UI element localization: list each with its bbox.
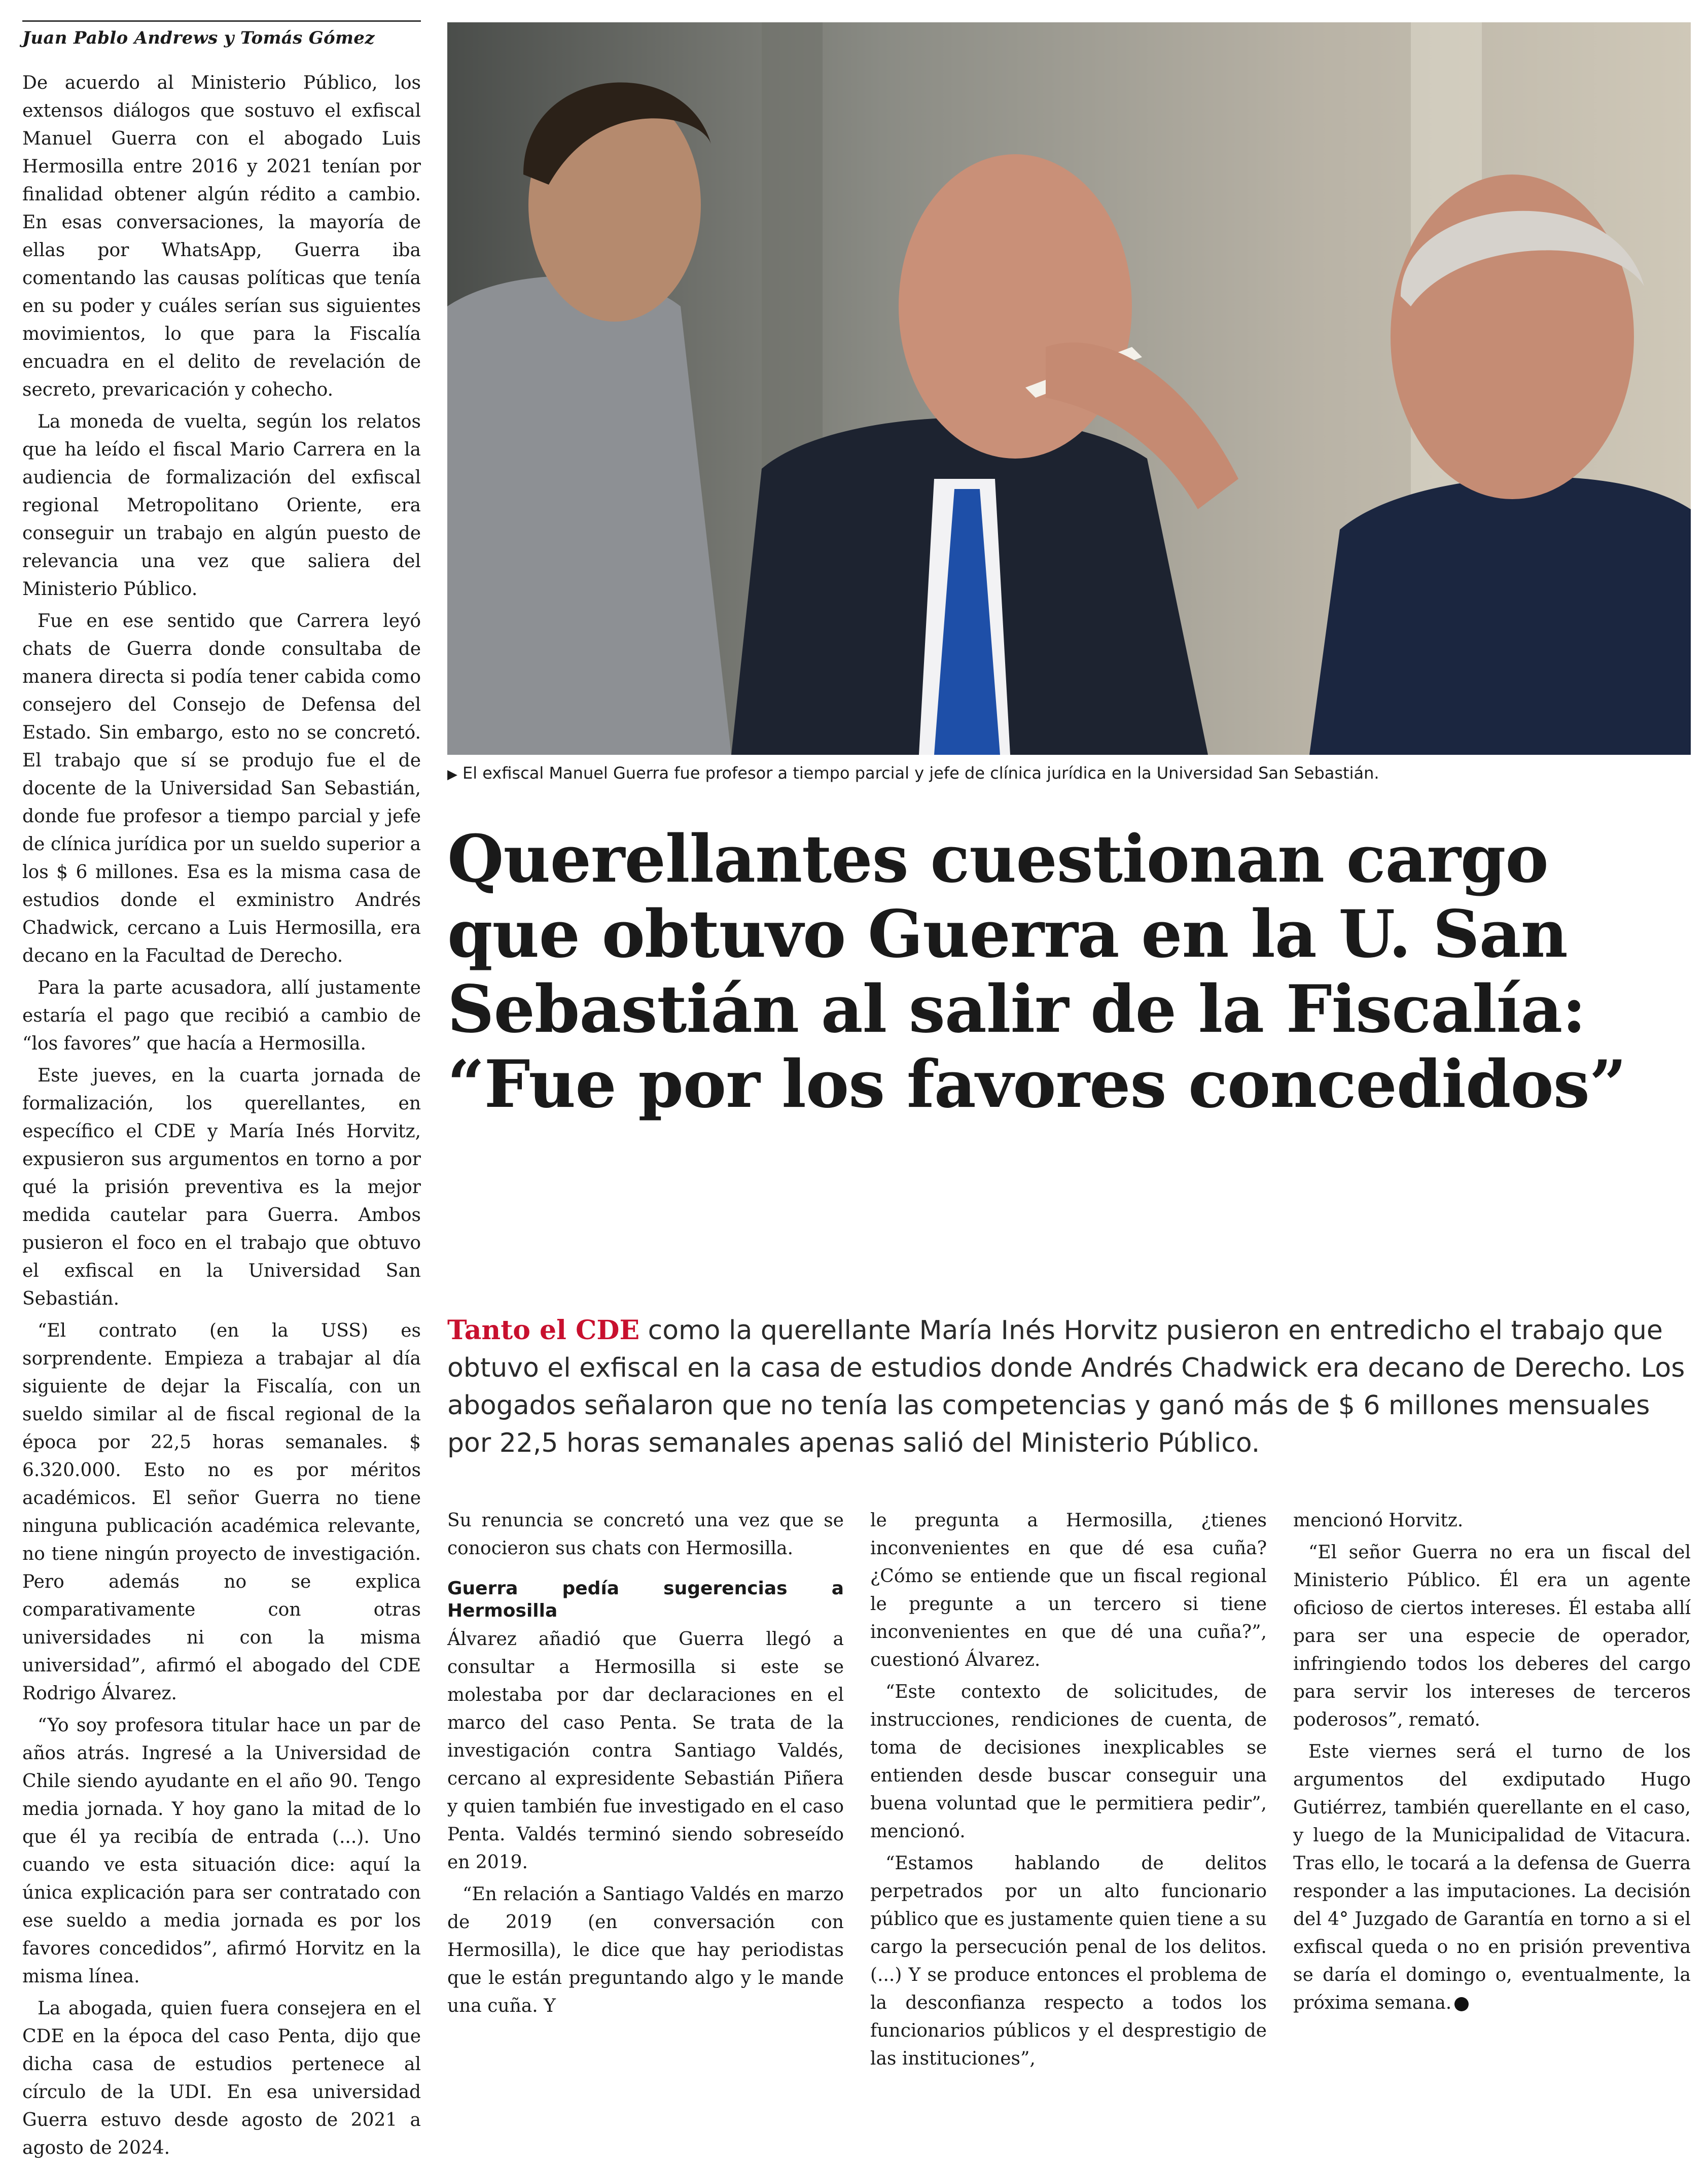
paragraph: “Yo soy profesora titular hace un par de años atrás. Ingresé a la Universidad de Chile siendo ayudante en el año 90. Tengo media jornada. Y hoy gano la mitad de lo que él ya recibía de entrada (...). Uno cuando ve esta situación dice: aquí la única explicación para ser contratado con ese sueldo a media jornada es por los favores concedidos”, afirmó Horvitz en la misma línea.: [22, 1715, 421, 1987]
lead-kicker: Tanto el CDE: [447, 1315, 640, 1346]
triangle-bullet-icon: ▶: [447, 767, 457, 782]
paragraph: “El contrato (en la USS) es sorprendente. Empieza a trabajar al día siguiente de dejar la Fiscalía, con un sueldo similar al de fiscal regional de la época por 22,5 horas semanales. $ 6.320.000. Esto no es por méritos académicos. El señor Guerra no tiene ninguna publicación académica relevante, no tiene ningún proyecto de investigación. Pero además no se explica comparativamente con otras universidades ni con la misma universidad”, afirmó el abogado del CDE Rodrigo Álvarez.: [22, 1320, 421, 1704]
paragraph: Fue en ese sentido que Carrera leyó chats de Guerra donde consultaba de manera directa si podía tener cabida como consejero del Consejo de Defensa del Estado. Sin embargo, esto no se concretó. El trabajo que sí se produjo fue el de docente de la Universidad San Sebastián, donde fue profesor a tiempo parcial y jefe de clínica jurídica por un sueldo superior a los $ 6 millones. Esa es la misma casa de estudios donde el exministro Andrés Chadwick, cercano a Luis Hermosilla, era decano en la Facultad de Derecho.: [22, 611, 421, 966]
left-column: [22, 69, 421, 2166]
paragraph-text: Este viernes será el turno de los argumentos del exdiputado Hugo Gutiérrez, también querellante en el caso, y luego de la Municipalidad de Vitacura. Tras ello, le tocará a la defensa de Guerra responder a las imputaciones. La decisión del 4° Juzgado de Garantía en torno a si el exfiscal queda o no en prisión preventiva se daría el domingo o, eventualmente, la próxima semana.: [1293, 1741, 1691, 2013]
paragraph: le pregunta a Hermosilla, ¿tienes inconvenientes en que dé esa cuña? ¿Cómo se entiende que un fiscal regional le pregunte a un tercero si tiene inconvenientes en que dé una cuña?”, cuestionó Álvarez.: [870, 1510, 1267, 1670]
paragraph: “Estamos hablando de delitos perpetrados por un alto funcionario público que es justamente quien tiene a su cargo la persecución penal de los delitos. (...) Y se produce entonces el problema de la desconfianza respecto a todos los funcionarios públicos y el desprestigio de las instituciones”,: [870, 1853, 1267, 2069]
paragraph: De acuerdo al Ministerio Público, los extensos diálogos que sostuvo el exfiscal Manuel Guerra con el abogado Luis Hermosilla entre 2016 y 2021 tenían por finalidad obtener algún rédito a cambio. En esas conversaciones, la mayoría de ellas por WhatsApp, Guerra iba comentando las causas políticas que tenía en su poder y cuáles serían sus siguientes movimientos, lo que para la Fiscalía encuadra en el delito de revelación de secreto, prevaricación y cohecho.: [22, 73, 421, 400]
paragraph: mencionó Horvitz.: [1293, 1510, 1464, 1531]
paragraph: “Este contexto de solicitudes, de instrucciones, rendiciones de cuenta, de toma de decisiones inexplicables se entienden desde buscar conseguir una buena voluntad que le permitiera pedir”, mencionó.: [870, 1682, 1267, 1842]
body-column-2: [870, 1507, 1267, 2077]
body-column-3: [1293, 1507, 1691, 2021]
lead-text: como la querellante María Inés Horvitz pusieron en entredicho el trabajo que obtuvo el exfiscal en la casa de estudios donde Andrés Chadwick era decano de Derecho. Los abogados señalaron que no tenía las competencias y ganó más de $ 6 millones mensuales por 22,5 horas semanales apenas salió del Ministerio Público.: [447, 1315, 1685, 1458]
lead-paragraph: [447, 1312, 1691, 1462]
end-of-article-icon: [1454, 1997, 1469, 2011]
paragraph: Para la parte acusadora, allí justamente estaría el pago que recibió a cambio de “los favores” que hacía a Hermosilla.: [22, 977, 421, 1054]
paragraph: Álvarez añadió que Guerra llegó a consultar a Hermosilla si este se molestaba por dar declaraciones en el marco del caso Penta. Se trata de la investigación contra Santiago Valdés, cercano al expresidente Sebastián Piñera y quien también fue investigado en el caso Penta. Valdés terminó siendo sobreseído en 2019.: [447, 1629, 844, 1873]
headline: Querellantes cuestionan cargo que obtuvo Guerra en la U. San Sebastián al salir de la Fiscalía: “Fue por los favores concedidos”: [447, 821, 1626, 1123]
paragraph: La abogada, quien fuera consejera en el CDE en la época del caso Penta, dijo que dicha casa de estudios pertenece al círculo de la UDI. En esa universidad Guerra estuvo desde agosto de 2021 a agosto de 2024.: [22, 1998, 421, 2158]
photo-caption-text: El exfiscal Manuel Guerra fue profesor a tiempo parcial y jefe de clínica jurídica en la Universidad San Sebastián.: [462, 763, 1379, 783]
paragraph: [1293, 1738, 1691, 2017]
subheading: Guerra pedía sugerencias a Hermosilla: [447, 1578, 844, 1621]
photo-caption: [447, 762, 1691, 786]
paragraph: La moneda de vuelta, según los relatos que ha leído el fiscal Mario Carrera en la audiencia de formalización del exfiscal regional Metropolitano Oriente, era conseguir un trabajo en algún puesto de relevancia una vez que saliera del Ministerio Público.: [22, 411, 421, 600]
body-column-1: [447, 1507, 844, 2024]
paragraph: “El señor Guerra no era un fiscal del Ministerio Público. Él era un agente oficioso de ciertos intereses. Él estaba allí para ser una especie de operador, infringiendo todos los deberes del cargo para servir los intereses de terceros poderosos”, remató.: [1293, 1542, 1691, 1730]
byline: Juan Pablo Andrews y Tomás Gómez: [22, 20, 421, 48]
paragraph: Este jueves, en la cuarta jornada de formalización, los querellantes, en específico el CDE y María Inés Horvitz, expusieron sus argumentos en torno a por qué la prisión preventiva es la mejor medida cautelar para Guerra. Ambos pusieron el foco en el trabajo que obtuvo el exfiscal en la Universidad San Sebastián.: [22, 1065, 421, 1309]
news-photo: [447, 22, 1691, 755]
paragraph: Su renuncia se concretó una vez que se conocieron sus chats con Hermosilla.: [447, 1510, 844, 1559]
photo-illustration: [447, 22, 1691, 755]
paragraph: “En relación a Santiago Valdés en marzo de 2019 (en conversación con Hermosilla), le dice que hay periodistas que le están preguntando algo y le mande una cuña. Y: [447, 1884, 844, 2016]
